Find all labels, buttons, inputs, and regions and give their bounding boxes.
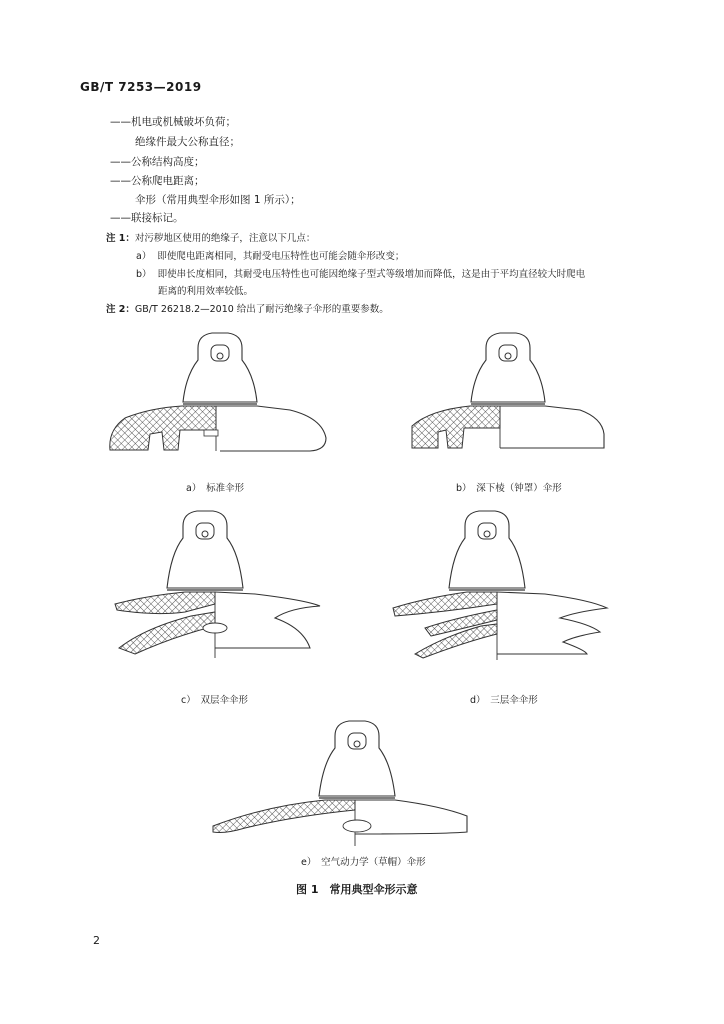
list-item: ——机电或机械破坏负荷； bbox=[110, 116, 236, 128]
list-item: ——联接标记。 bbox=[110, 212, 184, 224]
note-item-a-text: 即使爬电距离相同，其耐受电压特性也可能会随伞形改变； bbox=[157, 251, 405, 262]
caption-a: a） 标准伞形 bbox=[186, 483, 245, 494]
caption-b: b） 深下棱（钟罩）伞形 bbox=[456, 483, 562, 494]
note-2-text: GB/T 26218.2—2010 给出了耐污绝缘子伞形的重要参数。 bbox=[134, 304, 389, 315]
note-item-b bbox=[136, 266, 585, 280]
standard-code: GB/T 7253—2019 bbox=[80, 80, 202, 94]
note-1 bbox=[106, 230, 315, 244]
insulator-deep-rib-shed bbox=[390, 330, 630, 465]
note-2 bbox=[106, 301, 389, 315]
note-item-b-cont: 距离的利用效率较低。 bbox=[158, 286, 254, 297]
caption-e: e） 空气动力学（草帽）伞形 bbox=[301, 857, 426, 868]
note-1-text: 对污秽地区使用的绝缘子，注意以下几点： bbox=[134, 233, 316, 244]
list-item: ——公称爬电距离； bbox=[110, 175, 205, 187]
figure-title: 图 1 常用典型伞形示意 bbox=[296, 883, 418, 896]
list-item: 绝缘件最大公称直径； bbox=[135, 136, 240, 148]
note-1-label: 注 1： bbox=[106, 233, 135, 244]
note-2-label: 注 2： bbox=[106, 304, 135, 315]
insulator-standard-shed bbox=[100, 330, 340, 465]
note-item-b-label: b） bbox=[136, 269, 152, 280]
caption-d: d） 三层伞伞形 bbox=[470, 695, 538, 706]
page-number: 2 bbox=[93, 934, 100, 947]
note-item-a-label: a） bbox=[136, 251, 152, 262]
list-item: ——公称结构高度； bbox=[110, 156, 205, 168]
caption-c: c） 双层伞伞形 bbox=[181, 695, 248, 706]
insulator-double-shed bbox=[105, 508, 345, 668]
note-item-b-text: 即使串长度相同，其耐受电压特性也可能因绝缘子型式等级增加而降低，这是由于平均直径较大时爬电 bbox=[157, 269, 586, 280]
insulator-aerodynamic-shed bbox=[205, 718, 475, 848]
list-item: 伞形（常用典型伞形如图 1 所示）； bbox=[135, 194, 301, 206]
insulator-triple-shed bbox=[385, 508, 635, 668]
note-item-a bbox=[136, 248, 404, 262]
